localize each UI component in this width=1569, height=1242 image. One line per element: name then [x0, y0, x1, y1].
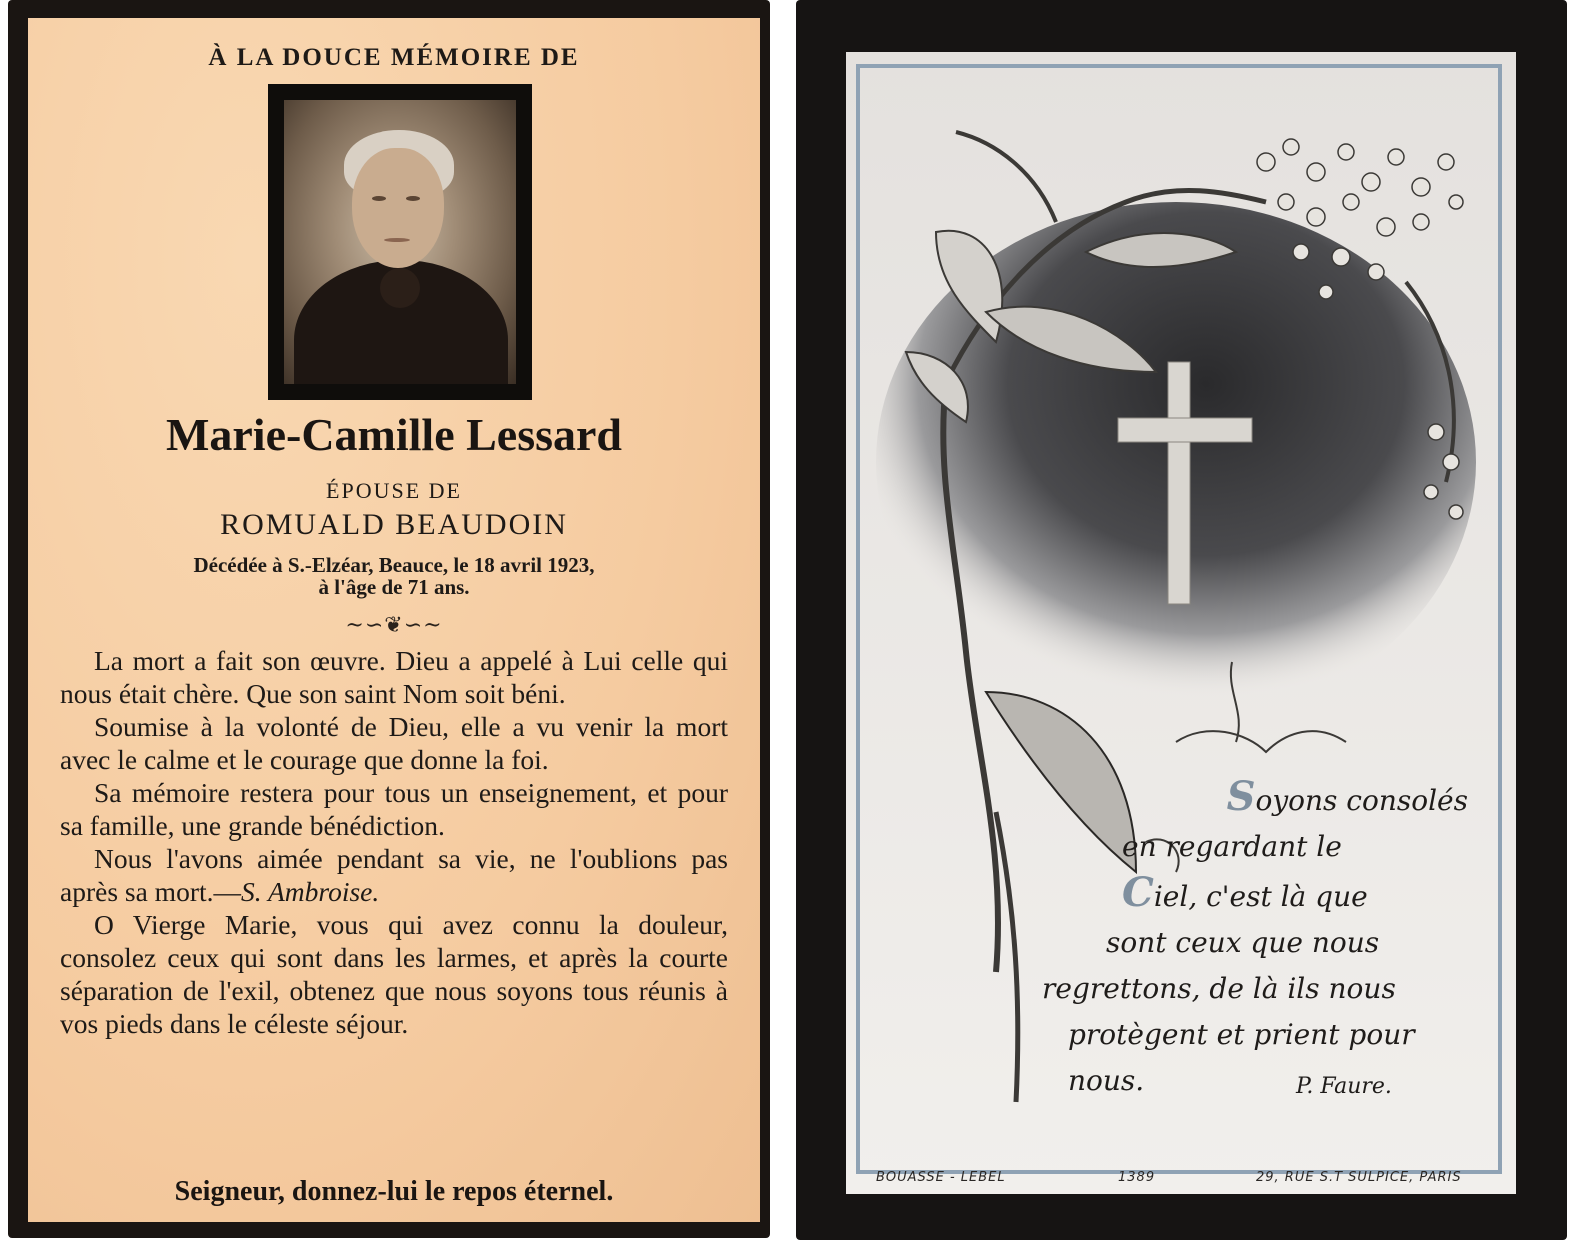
memorial-card-back — [796, 0, 1567, 1240]
death-place-date: Décédée à S.-Elzéar, Beauce, le 18 avril 1923, — [193, 553, 595, 577]
consolation-poem — [1042, 773, 1488, 1104]
portrait-photo — [284, 100, 516, 384]
memorial-heading: À LA DOUCE MÉMOIRE DE — [208, 44, 580, 71]
publisher-name: BOUASSE - LEBEL — [876, 1170, 1006, 1185]
memorial-text — [60, 644, 728, 1040]
publisher-address: 29, RUE S.T SULPICE, PARIS — [1256, 1170, 1462, 1185]
poem-author: P. Faure. — [1296, 1074, 1392, 1099]
poem-line-6: protègent et prient pour — [1068, 1018, 1415, 1051]
card-front-paper — [28, 18, 760, 1222]
death-details — [28, 554, 760, 598]
portrait-frame — [268, 84, 532, 400]
card-back-paper — [846, 52, 1516, 1194]
ornament-divider: ~∽❦∽~ — [345, 613, 443, 638]
closing-prayer: Seigneur, donnez-lui le repos éternel. — [174, 1176, 614, 1207]
paragraph-4 — [60, 842, 728, 908]
memorial-card-front — [8, 0, 770, 1238]
publisher-number: 1389 — [1118, 1170, 1156, 1185]
poem-line-5: regrettons, de là ils nous — [1042, 972, 1396, 1005]
paragraph-5: O Vierge Marie, vous qui avez connu la douleur, consolez ceux qui sont dans les larmes, et après la courte séparation de l'exil, obtenez que nous soyons tous réunis à vos pieds dans le céleste séjour. — [60, 909, 728, 1039]
poem-line-1: Soyons consolés — [1226, 773, 1468, 820]
poem-line-4: sont ceux que nous — [1106, 926, 1380, 959]
deceased-name: Marie-Camille Lessard — [165, 409, 623, 460]
death-age: à l'âge de 71 ans. — [318, 575, 470, 599]
paragraph-4-text: Nous l'avons aimée pendant sa vie, ne l'oublions pas après sa mort.— — [60, 843, 728, 907]
poem-line-3: Ciel, c'est là que — [1122, 869, 1368, 916]
paragraph-2: Soumise à la volonté de Dieu, elle a vu venir la mort avec le calme et le courage que donne la foi. — [60, 711, 728, 775]
quote-attribution: S. Ambroise. — [241, 876, 380, 907]
poem-line-7: nous. — [1068, 1064, 1145, 1097]
poem-initial-c: C — [1122, 869, 1154, 916]
spouse-label: ÉPOUSE DE — [326, 478, 462, 503]
poem-initial-s: S — [1226, 773, 1256, 820]
spouse-name: ROMUALD BEAUDOIN — [220, 508, 568, 541]
paragraph-1: La mort a fait son œuvre. Dieu a appelé à Lui celle qui nous était chère. Que son saint Nom soit béni. — [60, 645, 728, 709]
poem-line-2: en regardant le — [1122, 830, 1342, 863]
paragraph-3: Sa mémoire restera pour tous un enseignement, et pour sa famille, une grande bénédiction. — [60, 777, 728, 841]
